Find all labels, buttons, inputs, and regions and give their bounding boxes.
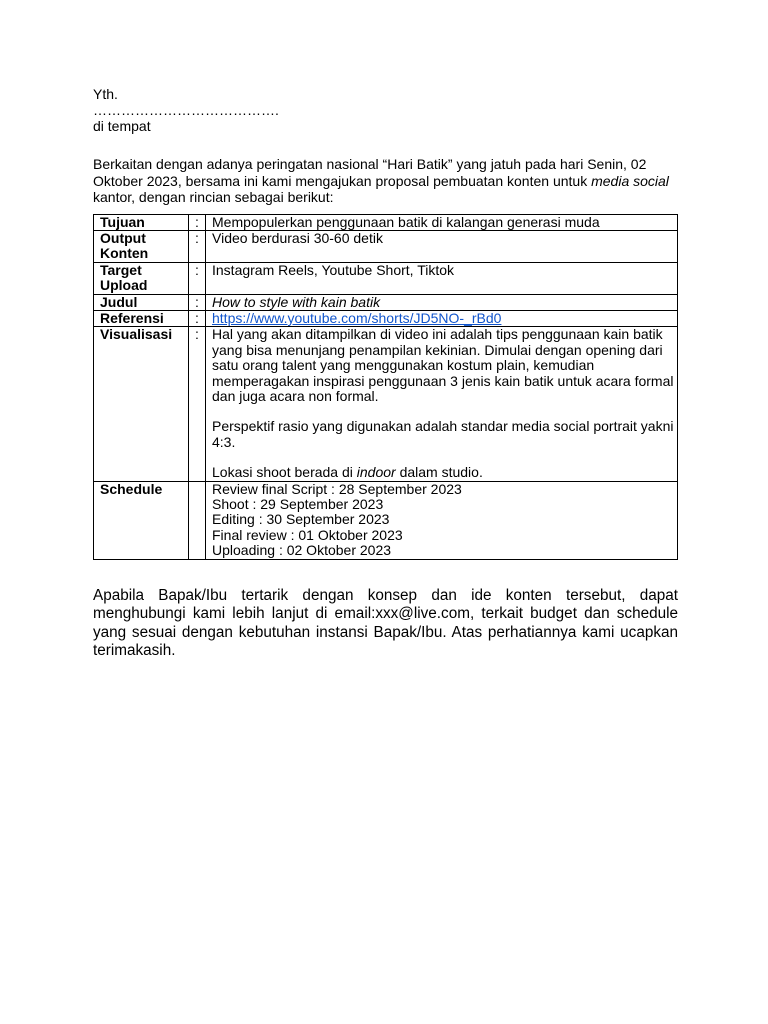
table-row-output (94, 230, 678, 262)
row-value-target: Instagram Reels, Youtube Short, Tiktok (206, 262, 678, 294)
table-row-judul (94, 294, 678, 310)
reference-link[interactable]: https://www.youtube.com/shorts/JD5NO-_rBd0 (212, 309, 502, 326)
row-label-tujuan: Tujuan (94, 214, 189, 230)
row-value-tujuan: Mempopulerkan penggunaan batik di kalangan generasi muda (206, 214, 678, 230)
schedule-item: Uploading : 02 Oktober 2023 (212, 542, 392, 559)
row-value-visualisasi (206, 327, 678, 481)
schedule-item: Shoot : 29 September 2023 (212, 496, 384, 512)
place-line: di tempat (93, 118, 151, 134)
para3-text-2: dalam studio. (395, 464, 483, 481)
para3-italic: indoor (356, 464, 396, 481)
recipient-placeholder: …………………………………. (93, 102, 279, 118)
table-row-tujuan (94, 214, 678, 230)
para3-text-1: Lokasi shoot berada di (212, 464, 357, 481)
schedule-item: Review final Script : 28 September 2023 (212, 480, 462, 497)
row-label-visualisasi: Visualisasi (94, 327, 189, 481)
address-block (93, 86, 678, 134)
label-line: Target (100, 261, 142, 278)
row-colon: : (189, 327, 206, 481)
row-value-output: Video berdurasi 30-60 detik (206, 230, 678, 262)
salutation: Yth. (93, 86, 118, 102)
table-row-visualisasi (94, 327, 678, 481)
visualisasi-paragraph-2: Perspektif rasio yang digunakan adalah standar media social portrait yakni 4:3. (212, 418, 674, 450)
intro-paragraph (93, 156, 678, 206)
table-row-schedule (94, 481, 678, 559)
label-line: Upload (100, 277, 148, 294)
judul-italic: How to style with kain batik (212, 293, 381, 310)
table-row-referensi (94, 310, 678, 326)
label-line: Output (100, 229, 146, 246)
intro-text-1: Berkaitan dengan adanya peringatan nasional “Hari Batik” yang jatuh pada hari Senin, 02 Oktober 2023, bersama ini kami mengajukan proposal pembuatan konten untuk (93, 156, 647, 189)
closing-paragraph: Apabila Bapak/Ibu tertarik dengan konsep dan ide konten tersebut, dapat menghubungi kami lebih lanjut di email:xxx@live.com, terkait budget dan schedule yang sesuai dengan kebutuhan instansi Bapak/Ibu. Atas perhatiannya kami ucapkan terimakasih. (93, 586, 678, 660)
row-label-output (94, 230, 189, 262)
row-colon (189, 481, 206, 559)
row-value-schedule (206, 481, 678, 559)
letter-page (93, 86, 678, 661)
intro-italic: media social (591, 172, 669, 189)
label-line: Konten (100, 245, 149, 262)
row-value-referensi (206, 310, 678, 326)
schedule-item: Editing : 30 September 2023 (212, 511, 390, 528)
row-label-target (94, 262, 189, 294)
row-colon: : (189, 230, 206, 262)
row-label-schedule: Schedule (94, 481, 189, 559)
schedule-item: Final review : 01 Oktober 2023 (212, 526, 403, 543)
row-colon: : (189, 294, 206, 310)
content-details-table (93, 214, 678, 560)
row-label-referensi: Referensi (94, 310, 189, 326)
row-value-judul (206, 294, 678, 310)
intro-text-2: kantor, dengan rincian sebagai berikut: (93, 189, 334, 205)
visualisasi-paragraph-1: Hal yang akan ditampilkan di video ini adalah tips penggunaan kain batik yang bisa menunjang penampilan kekinian. Dimulai dengan opening dari satu orang talent yang menggunakan kostum plain, kemudian memperagakan inspirasi penggunaan 3 jenis kain batik untuk acara formal dan juga acara non formal. (212, 326, 674, 404)
row-colon: : (189, 310, 206, 326)
row-colon: : (189, 262, 206, 294)
row-colon: : (189, 214, 206, 230)
row-label-judul: Judul (94, 294, 189, 310)
visualisasi-paragraph-3 (212, 465, 677, 480)
table-row-target (94, 262, 678, 294)
